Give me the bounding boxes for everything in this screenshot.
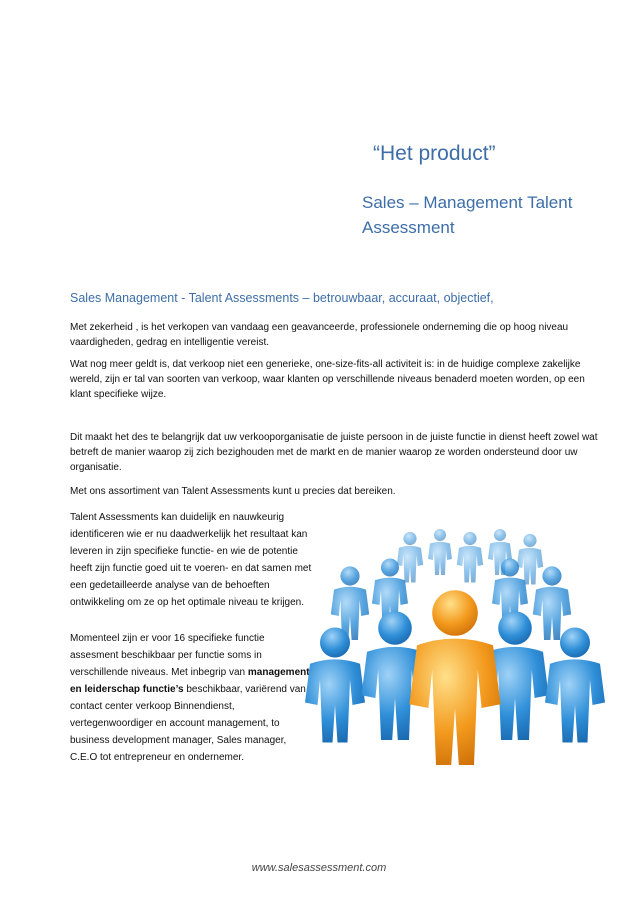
person-figure (428, 529, 452, 575)
person-figure (305, 628, 365, 743)
product-title: “Het product” (373, 142, 496, 165)
functions-text-2: beschikbaar, variërend van contact center verkoop Binnendienst, vertegenwoordiger en account management, to business development manager, Sales manager, C.E.O tot entrepreneur en ondernemer. (70, 684, 306, 763)
functions-text-1: Momenteel zijn er voor 16 specifieke functie assesment beschikbaar per functie soms in verschillende niveaus. Met inbegrip van (70, 633, 265, 678)
paragraph-assortment: Met ons assortiment van Talent Assessments kunt u precies dat bereiken. (70, 486, 396, 497)
paragraph-functions (70, 630, 315, 766)
highlighted-person-figure (409, 590, 500, 765)
paragraph-talent-assessments: Talent Assessments kan duidelijk en nauwkeurig identificeren wie er nu daadwerkelijk het resultaat kan leveren in zijn specifieke functie- en wie de potentie heeft zijn functie goed uit te voeren- en dat samen met een gedetailleerde analyse van de behoeften ontwikkeling om ze op het optimale niveau te krijgen. (70, 512, 312, 608)
footer-website: www.salesassessment.com (251, 862, 387, 874)
people-illustration (290, 495, 620, 795)
subtitle-line-1: Sales – Management Talent (362, 193, 573, 212)
section-heading: Sales Management - Talent Assessments – betrouwbaar, accuraat, objectief, (70, 291, 494, 305)
subtitle-line-2: Assessment (362, 218, 455, 237)
person-figure (533, 566, 571, 640)
paragraph-selling-types: Wat nog meer geldt is, dat verkoop niet een generieke, one-size-fits-all activiteit is: in de huidige complexe zakelijke wereld, zijn er tal van soorten van verkoop, waar klanten op verschillende niveaus benaderd moeten worden, op een klant specifieke wijze. (70, 359, 585, 400)
paragraph-intro: Met zekerheid , is het verkopen van vandaag een geavanceerde, professionele onderneming die op hoog niveau vaardigheden, gedrag en intelligentie vereist. (70, 322, 569, 348)
product-subtitle (362, 190, 622, 240)
functions-bold-text: management en leiderschap functie’s (70, 667, 310, 695)
paragraph-importance: Dit maakt het des te belangrijk dat uw verkooporganisatie de juiste persoon in de juiste functie in dienst heeft zowel wat betreft de manier waarop zij zich bezighouden met de markt en de manier waarop ze worden ondersteund door uw organisatie. (70, 432, 598, 473)
person-figure (397, 532, 423, 583)
person-figure (517, 534, 543, 585)
person-figure (545, 628, 605, 743)
person-figure (457, 532, 483, 583)
